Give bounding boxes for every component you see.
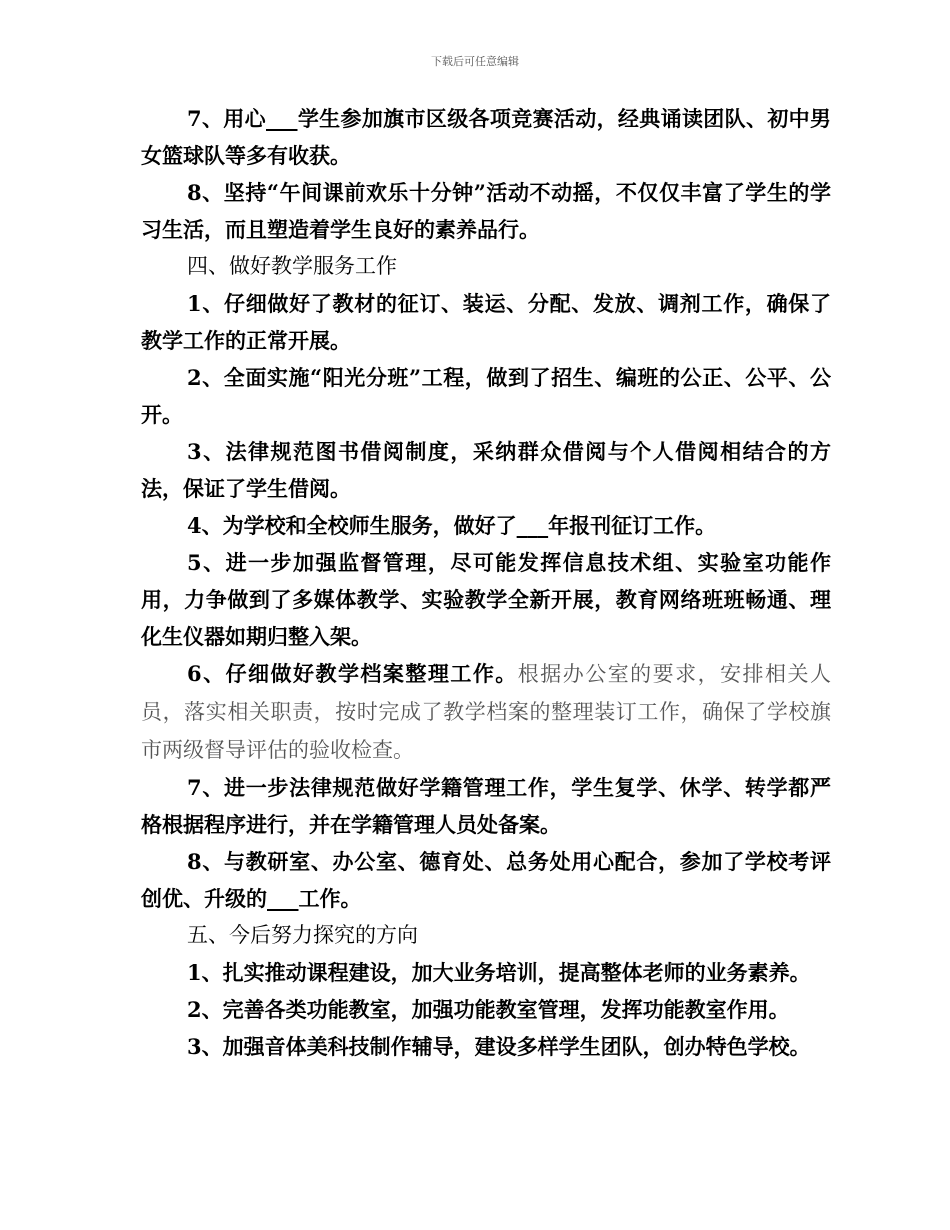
paragraph-item-1-curriculum: 1、扎实推动课程建设，加大业务培训，提高整体老师的业务素养。 [187, 960, 811, 985]
page-header: 下载后可任意编辑 [431, 55, 519, 68]
section-heading-future-direction: 五、今后努力探究的方向 [187, 923, 418, 947]
document-body [141, 100, 831, 1065]
paragraph-item-6-lead: 6、仔细做好教学档案整理工作。 [187, 661, 518, 686]
paragraph-item-8-noon-activity: 8、坚持“午间课前欢乐十分钟”活动不动摇，不仅仅丰富了学生的学习生活，而且塑造着学生良好的素养品行。 [141, 180, 831, 242]
paragraph-item-1-textbooks: 1、仔细做好了教材的征订、装运、分配、发放、调剂工作，确保了教学工作的正常开展。 [141, 291, 831, 353]
paragraph-item-2-sunshine-grouping: 2、全面实施“阳光分班”工程，做到了招生、编班的公正、公平、公开。 [141, 365, 831, 427]
paragraph-item-6-archives [141, 655, 831, 769]
paragraph-item-4-periodicals: 4、为学校和全校师生服务，做好了___年报刊征订工作。 [187, 513, 717, 538]
paragraph-item-6-detail: 根据办公室的要求，安排相关人员，落实相关职责，按时完成了教学档案的整理装订工作，确保了学校旗市两级督导评估的验收检查。 [141, 662, 831, 762]
paragraph-item-2-function-rooms: 2、完善各类功能教室，加强功能教室管理，发挥功能教室作用。 [187, 997, 790, 1022]
paragraph-item-5-supervision: 5、进一步加强监督管理，尽可能发挥信息技术组、实验室功能作用，力争做到了多媒体教学、实验教学全新开展，教育网络班班畅通、理化生仪器如期归整入架。 [141, 550, 831, 649]
paragraph-item-3-library: 3、法律规范图书借阅制度，采纳群众借阅与个人借阅相结合的方法，保证了学生借阅。 [141, 439, 831, 501]
paragraph-item-7-student-records: 7、进一步法律规范做好学籍管理工作，学生复学、休学、转学都严格根据程序进行，并在学籍管理人员处备案。 [141, 775, 831, 837]
paragraph-item-8-cooperation: 8、与教研室、办公室、德育处、总务处用心配合，参加了学校考评创优、升级的___工作。 [141, 849, 831, 911]
paragraph-item-7-competitions: 7、用心___学生参加旗市区级各项竞赛活动，经典诵读团队、初中男女篮球队等多有收获。 [141, 106, 831, 168]
section-heading-teaching-service: 四、做好教学服务工作 [187, 254, 397, 278]
paragraph-item-3-special-school: 3、加强音体美科技制作辅导，建设多样学生团队，创办特色学校。 [187, 1034, 811, 1059]
